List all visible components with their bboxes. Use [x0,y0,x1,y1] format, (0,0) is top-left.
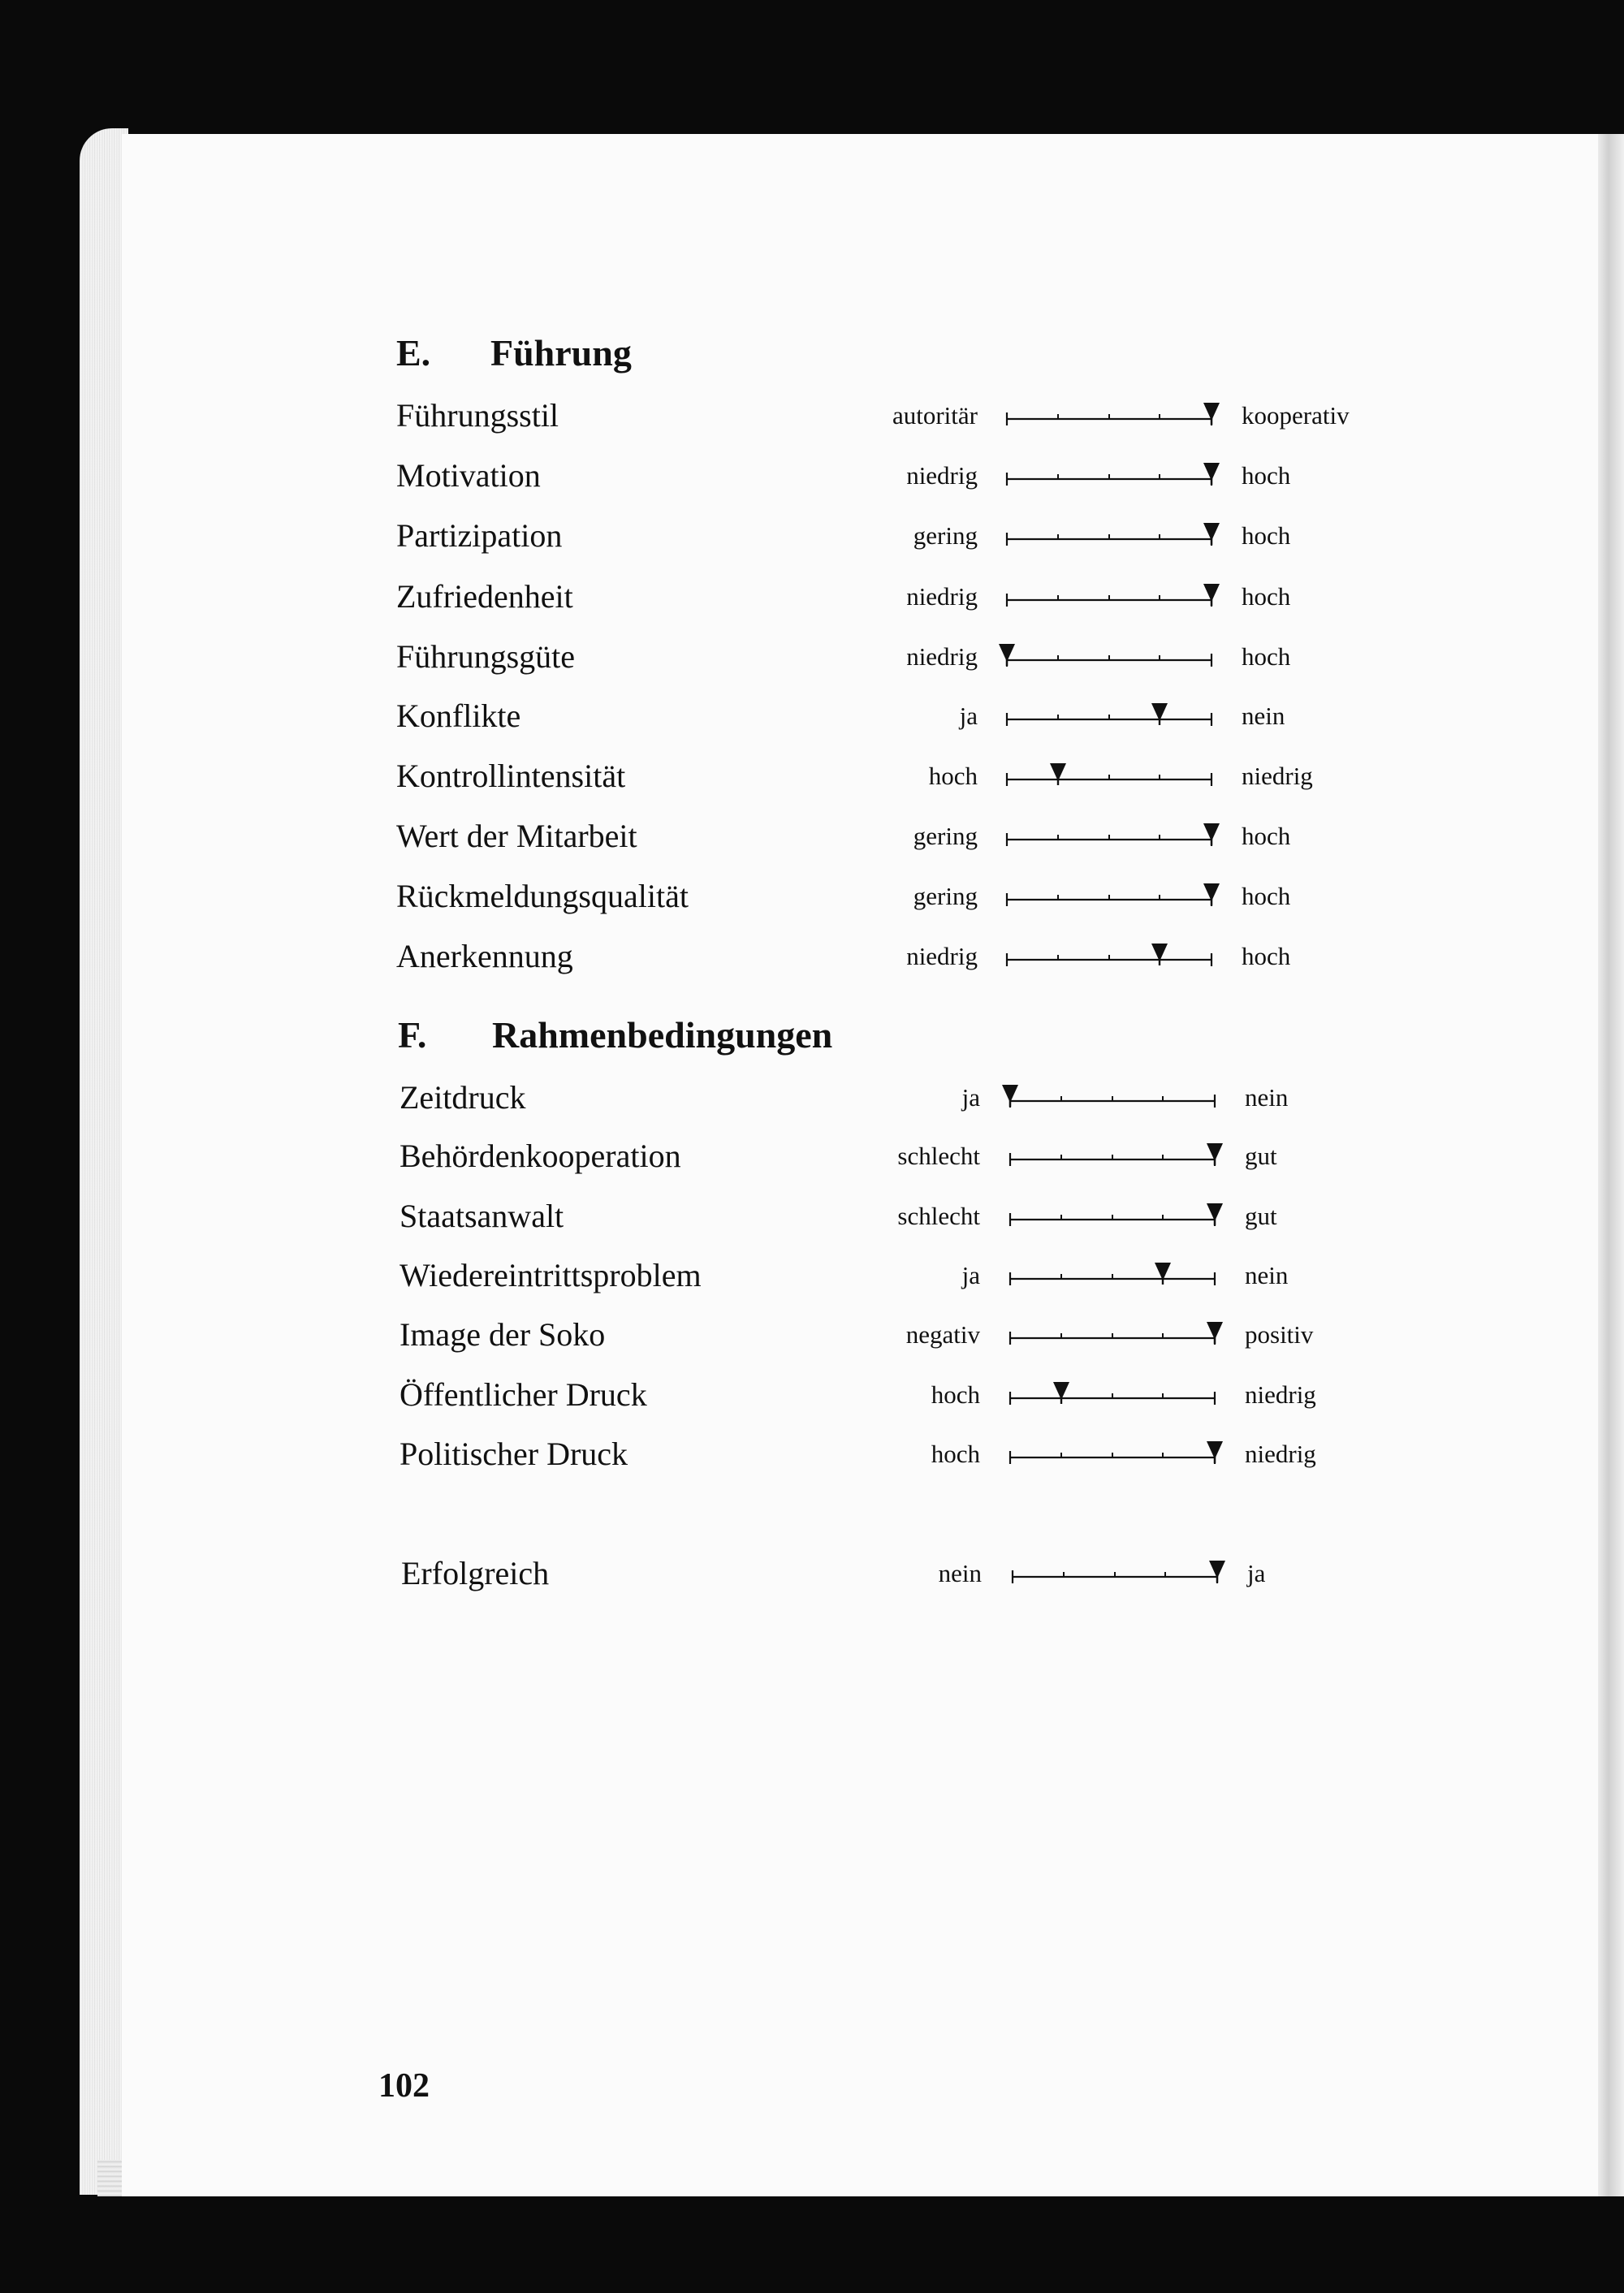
scale-row [0,1315,1624,1375]
scale-row [0,1078,1624,1138]
high-anchor-label: hoch [1242,642,1291,671]
rating-scale [1004,758,1215,791]
high-anchor-label: hoch [1242,461,1291,490]
row-label: Wiedereintrittsproblem [400,1257,702,1293]
low-anchor-label: niedrig [906,642,978,671]
scale-row [0,1256,1624,1316]
low-anchor-label: ja [959,702,978,730]
scale-row [0,1435,1624,1495]
rating-scale [1004,818,1215,851]
rating-scale [1004,579,1215,611]
section-e-letter: E. [396,332,431,374]
low-anchor-label: niedrig [906,461,978,490]
row-label: Partizipation [396,517,563,554]
row-label: Image der Soko [400,1316,606,1353]
row-label: Wert der Mitarbeit [396,818,637,854]
high-anchor-label: niedrig [1245,1440,1316,1468]
scale-row [0,697,1624,757]
high-anchor-label: hoch [1242,822,1291,850]
low-anchor-label: niedrig [906,942,978,970]
high-anchor-label: nein [1242,702,1285,730]
scale-row [0,1137,1624,1197]
rating-scale [1009,1556,1220,1588]
high-anchor-label: niedrig [1245,1380,1316,1409]
low-anchor-label: schlecht [897,1142,980,1170]
low-anchor-label: ja [961,1083,980,1112]
low-anchor-label: schlecht [897,1202,980,1230]
row-label: Behördenkooperation [400,1138,681,1174]
high-anchor-label: gut [1245,1142,1277,1170]
high-anchor-label: positiv [1245,1320,1314,1349]
row-label: Motivation [396,457,541,494]
high-anchor-label: gut [1245,1202,1277,1230]
low-anchor-label: negativ [905,1320,980,1349]
high-anchor-label: niedrig [1242,762,1313,790]
high-anchor-label: hoch [1242,521,1291,550]
rating-scale [1004,939,1215,971]
section-e-heading [396,331,632,374]
high-anchor-label: hoch [1242,882,1291,910]
high-anchor-label: nein [1245,1083,1289,1112]
rating-scale [1007,1436,1218,1469]
row-label: Führungsstil [396,397,559,434]
rating-scale [1004,698,1215,731]
row-label: Konflikte [396,697,521,734]
section-f-title: Rahmenbedingungen [492,1014,833,1056]
scale-row [0,1375,1624,1436]
low-anchor-label: gering [913,882,978,910]
row-label: Zufriedenheit [396,578,573,615]
rating-scale [1004,639,1215,671]
rating-scale [1004,458,1215,490]
rating-scale [1004,398,1215,430]
scale-row [0,456,1624,516]
section-f-letter: F. [398,1014,427,1056]
high-anchor-label: kooperativ [1242,401,1350,430]
rating-scale [1007,1317,1218,1349]
low-anchor-label: hoch [931,1380,980,1409]
low-anchor-label: ja [961,1261,980,1289]
rating-scale [1007,1138,1218,1171]
section-e-title: Führung [490,332,632,374]
scale-row [0,757,1624,817]
scale-row [0,1197,1624,1257]
scale-row [0,937,1624,997]
high-anchor-label: ja [1247,1559,1266,1587]
rating-scale [1007,1198,1218,1231]
row-label: Öffentlicher Druck [400,1376,647,1413]
high-anchor-label: hoch [1242,942,1291,970]
scale-row [0,637,1624,697]
scale-row [0,877,1624,937]
section-f-heading [398,1013,832,1056]
row-label: Anerkennung [396,938,573,974]
page-number: 102 [378,2067,430,2105]
row-label: Kontrollintensität [396,758,626,794]
row-label: Führungsgüte [396,638,575,675]
rating-scale [1007,1377,1218,1410]
row-label: Politischer Druck [400,1436,628,1472]
row-label: Rückmeldungsqualität [396,878,689,914]
low-anchor-label: autoritär [892,401,978,430]
scale-row [0,577,1624,637]
scale-row [0,817,1624,877]
rating-scale [1004,879,1215,911]
low-anchor-label: gering [913,521,978,550]
low-anchor-label: nein [938,1559,982,1587]
low-anchor-label: hoch [931,1440,980,1468]
low-anchor-label: niedrig [906,582,978,611]
row-label: Erfolgreich [401,1555,550,1591]
scale-row [0,1554,1624,1614]
row-label: Staatsanwalt [400,1198,564,1234]
scale-row [0,396,1624,456]
scale-row [0,516,1624,576]
low-anchor-label: gering [913,822,978,850]
rating-scale [1004,518,1215,551]
rating-scale [1007,1080,1218,1112]
high-anchor-label: nein [1245,1261,1289,1289]
row-label: Zeitdruck [400,1079,526,1116]
high-anchor-label: hoch [1242,582,1291,611]
rating-scale [1007,1258,1218,1290]
low-anchor-label: hoch [928,762,978,790]
